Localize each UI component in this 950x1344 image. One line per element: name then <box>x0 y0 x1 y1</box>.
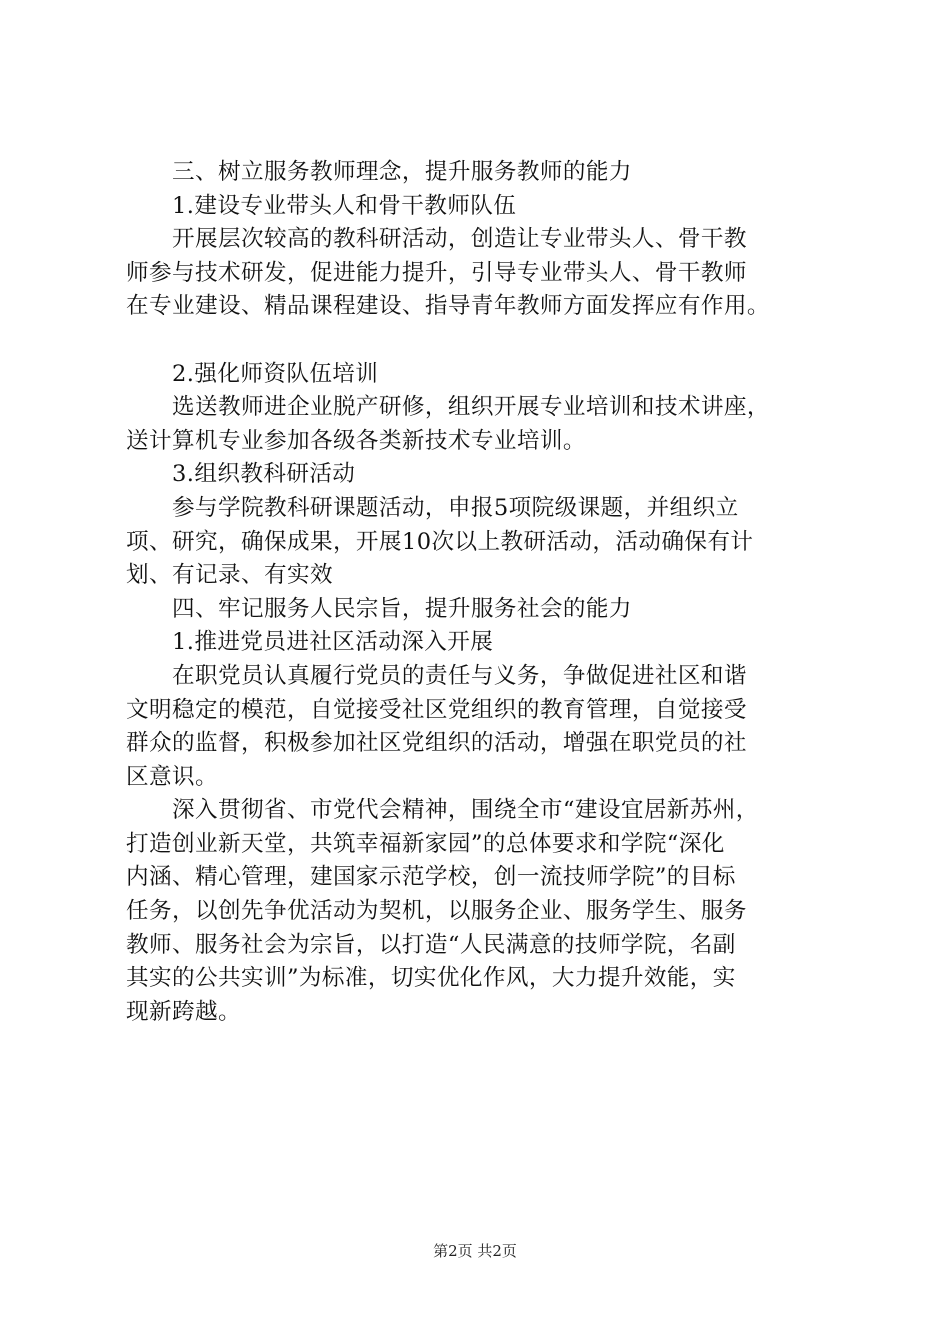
paragraph-line: 现新跨越。 <box>126 998 241 1025</box>
subsection-heading: 1.推进党员进社区活动深入开展 <box>126 629 494 656</box>
paragraph-line: 送计算机专业参加各级各类新技术专业培训。 <box>126 427 586 454</box>
paragraph-line: 任务，以创先争优活动为契机，以服务企业、服务学生、服务 <box>126 898 747 925</box>
paragraph-line: 教师、服务社会为宗旨，以打造“人民满意的技师学院，名副 <box>126 931 736 958</box>
paragraph-line: 深入贯彻省、市党代会精神，围绕全市“建设宜居新苏州， <box>126 797 759 824</box>
paragraph-line: 师参与技术研发，促进能力提升，引导专业带头人、骨干教师 <box>126 259 747 286</box>
paragraph-line: 在专业建设、精品课程建设、指导青年教师方面发挥应有作用。 <box>126 293 770 320</box>
paragraph-line: 参与学院教科研课题活动，申报5项院级课题，并组织立 <box>126 494 739 521</box>
paragraph-line: 文明稳定的模范，自觉接受社区党组织的教育管理，自觉接受 <box>126 696 747 723</box>
subsection-heading: 1.建设专业带头人和骨干教师队伍 <box>126 192 517 219</box>
paragraph-line: 在职党员认真履行党员的责任与义务，争做促进社区和谐 <box>126 662 747 689</box>
paragraph-line: 项、研究，确保成果，开展10次以上教研活动，活动确保有计 <box>126 528 754 555</box>
paragraph-line: 内涵、精心管理，建国家示范学校，创一流技师学院”的目标 <box>126 864 736 891</box>
section-heading: 三、树立服务教师理念，提升服务教师的能力 <box>126 159 632 185</box>
subsection-heading: 2.强化师资队伍培训 <box>126 360 379 387</box>
page-footer: 第2页 共2页 <box>433 1242 517 1260</box>
document-body <box>126 156 846 1029</box>
paragraph-line: 区意识。 <box>126 763 218 790</box>
paragraph-line: 打造创业新天堂，共筑幸福新家园”的总体要求和学院“深化 <box>126 830 725 857</box>
paragraph-line: 开展层次较高的教科研活动，创造让专业带头人、骨干教 <box>126 226 747 253</box>
blank-line <box>126 324 846 358</box>
subsection-heading: 3.组织教科研活动 <box>126 461 356 488</box>
paragraph-line: 其实的公共实训”为标准，切实优化作风，大力提升效能，实 <box>126 965 736 992</box>
paragraph-line: 选送教师进企业脱产研修，组织开展专业培训和技术讲座， <box>126 394 770 421</box>
section-heading: 四、牢记服务人民宗旨，提升服务社会的能力 <box>126 595 632 622</box>
paragraph-line: 群众的监督，积极参加社区党组织的活动，增强在职党员的社 <box>126 730 747 757</box>
paragraph-line: 划、有记录、有实效 <box>126 562 333 589</box>
